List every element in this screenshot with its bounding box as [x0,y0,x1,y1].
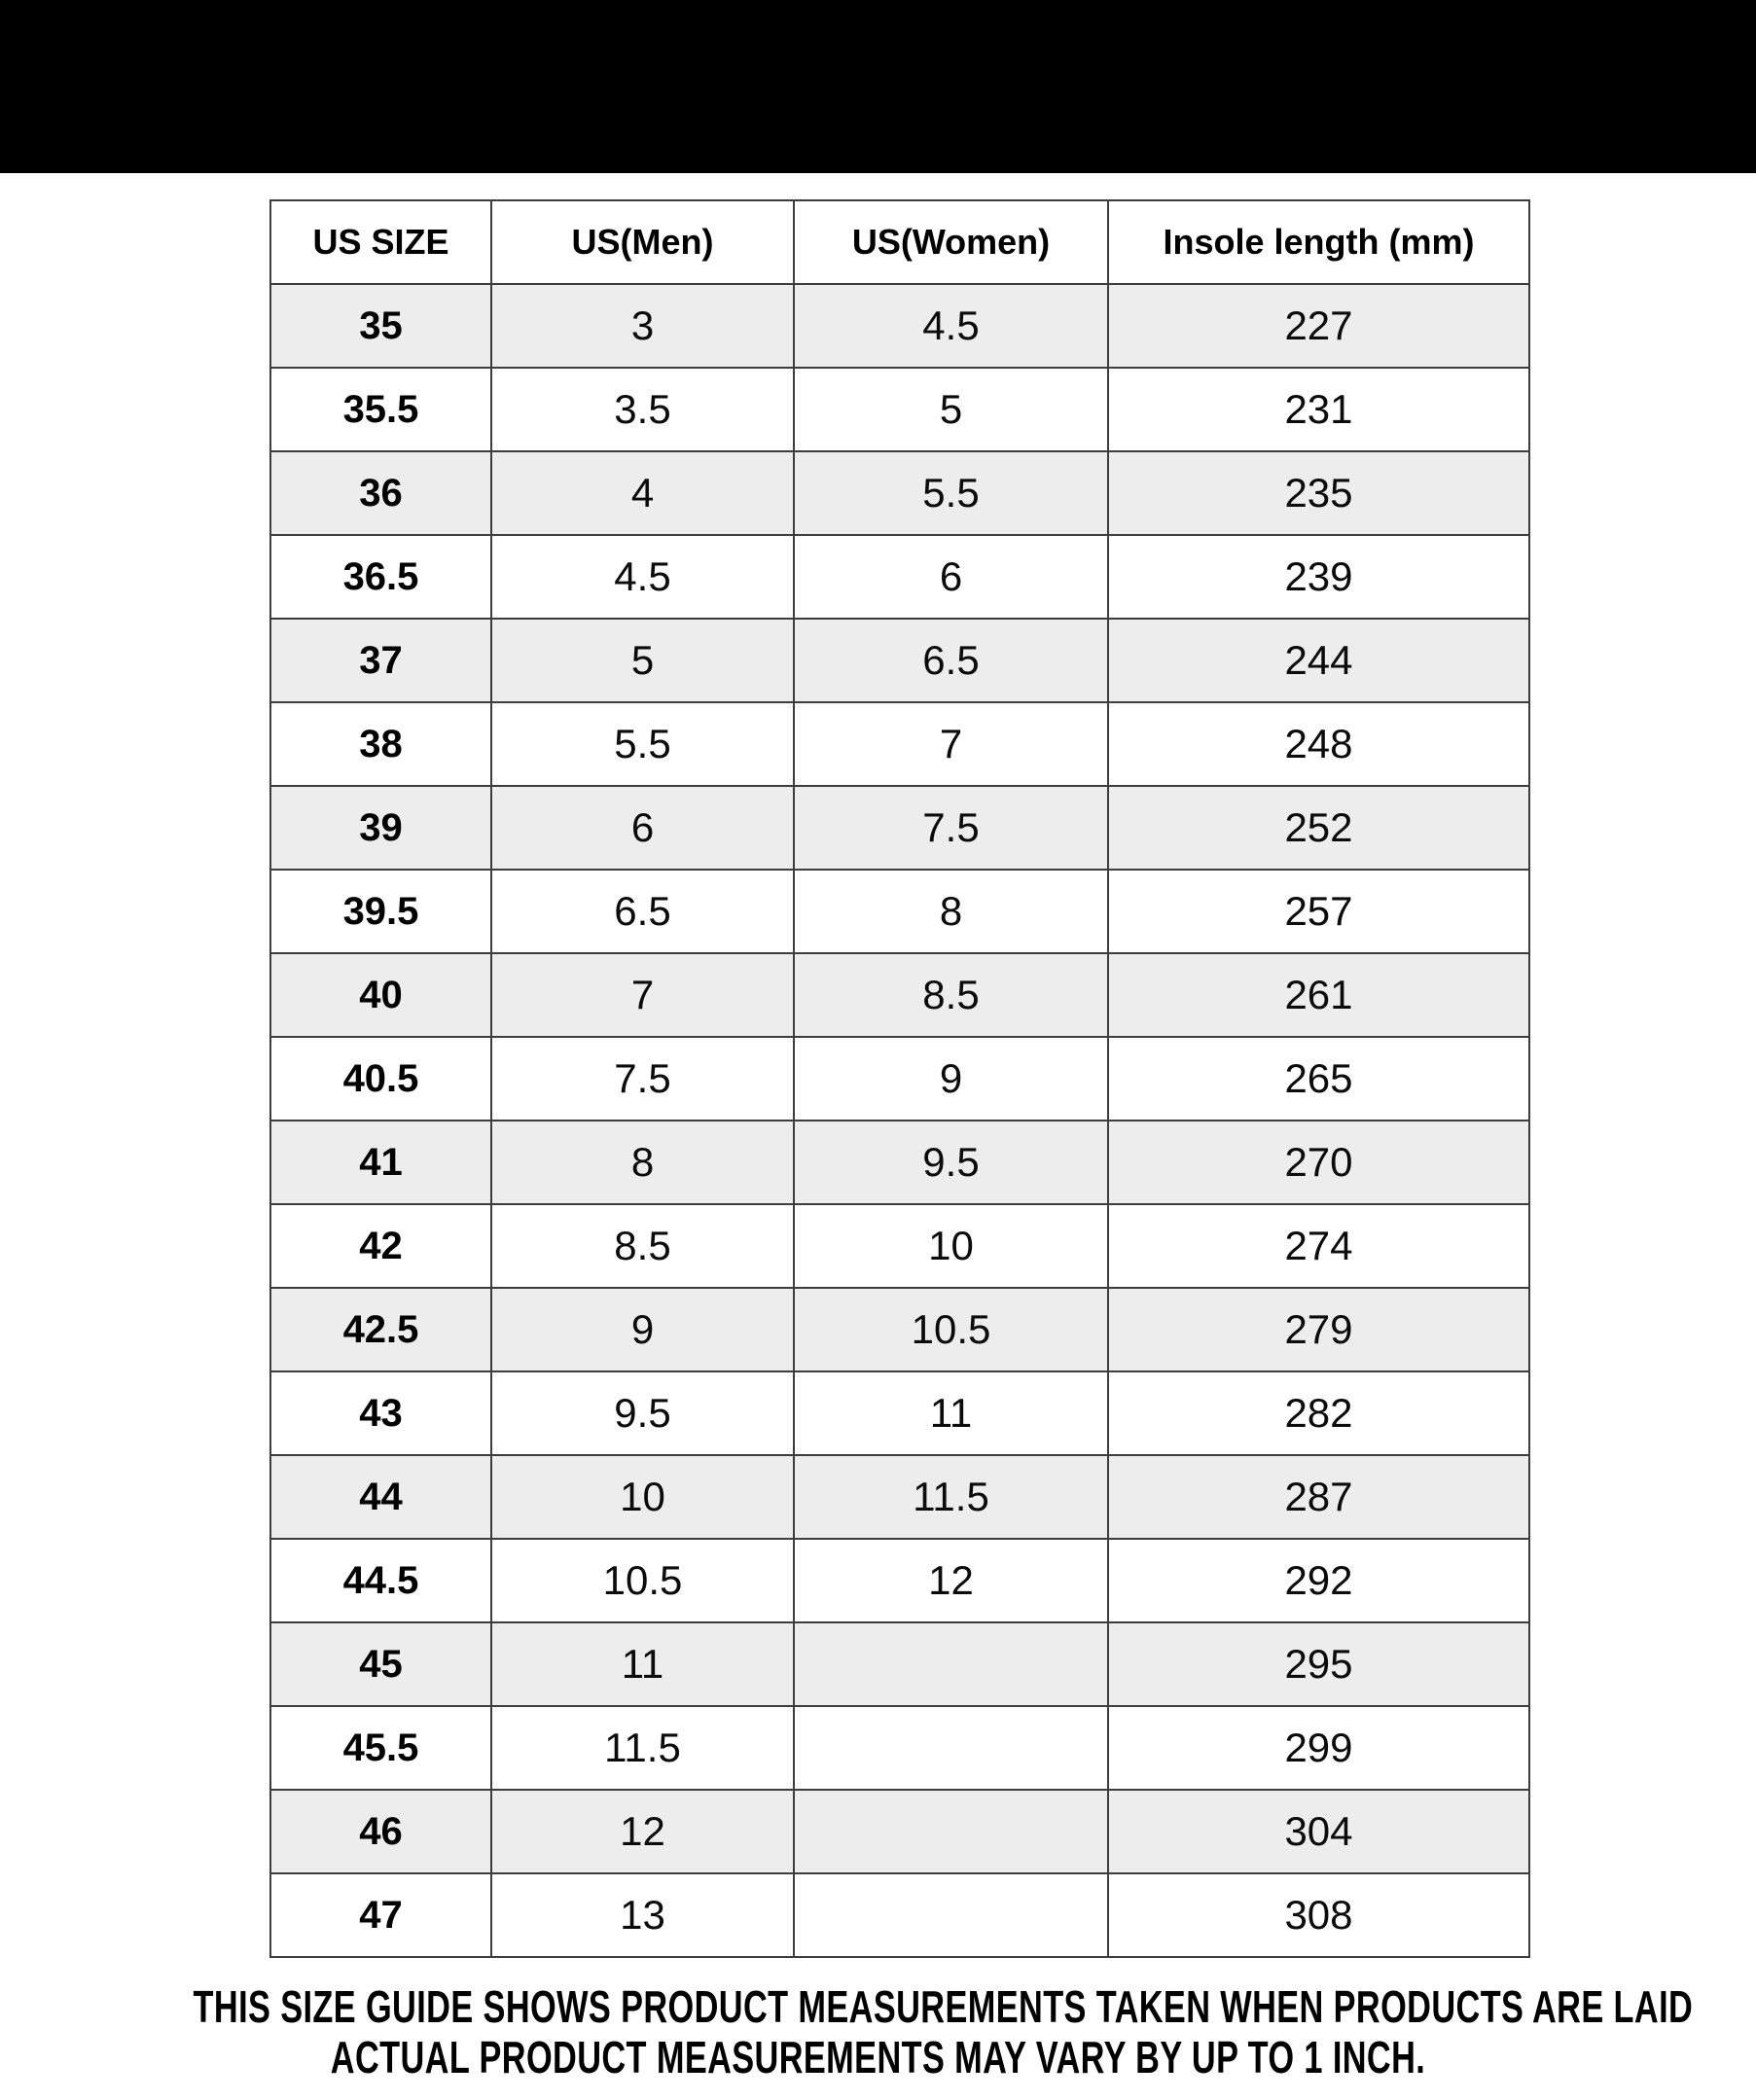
cell-us-men: 5 [491,619,794,702]
cell-us-size: 42 [270,1204,491,1288]
cell-insole-length: 308 [1108,1873,1529,1957]
cell-us-size: 37 [270,619,491,702]
cell-insole-length: 287 [1108,1455,1529,1539]
cell-us-men: 3.5 [491,368,794,451]
table-row [270,1288,1529,1371]
table-row [270,535,1529,619]
cell-insole-length: 252 [1108,786,1529,870]
cell-us-women: 10 [794,1204,1108,1288]
header-us-women: US(Women) [794,200,1108,284]
header-insole-length: Insole length (mm) [1108,200,1529,284]
cell-insole-length: 248 [1108,702,1529,786]
cell-insole-length: 274 [1108,1204,1529,1288]
cell-us-size: 35 [270,284,491,368]
cell-us-size: 45.5 [270,1706,491,1790]
table-row [270,368,1529,451]
cell-us-men: 4.5 [491,535,794,619]
table-row [270,870,1529,953]
cell-us-women: 11 [794,1371,1108,1455]
cell-us-men: 9 [491,1288,794,1371]
footer-disclaimer [0,1982,1756,2083]
cell-us-men: 3 [491,284,794,368]
cell-us-size: 36 [270,451,491,535]
table-row [270,1706,1529,1790]
footer-line-2: ACTUAL PRODUCT MEASUREMENTS MAY VARY BY UP TO 1 INCH. [330,2032,1426,2083]
cell-us-women: 5.5 [794,451,1108,535]
cell-us-size: 46 [270,1790,491,1873]
cell-us-size: 45 [270,1622,491,1706]
top-banner [0,0,1756,173]
cell-us-women: 9.5 [794,1121,1108,1204]
cell-insole-length: 304 [1108,1790,1529,1873]
header-row [270,200,1529,284]
cell-us-men: 6.5 [491,870,794,953]
cell-us-men: 12 [491,1790,794,1873]
cell-us-women: 11.5 [794,1455,1108,1539]
cell-us-size: 41 [270,1121,491,1204]
cell-us-women: 12 [794,1539,1108,1622]
cell-us-women [794,1873,1108,1957]
table-row [270,1204,1529,1288]
cell-us-men: 5.5 [491,702,794,786]
cell-insole-length: 279 [1108,1288,1529,1371]
cell-insole-length: 244 [1108,619,1529,702]
table-row [270,1873,1529,1957]
cell-us-women: 7.5 [794,786,1108,870]
size-guide-table [269,199,1530,1958]
cell-insole-length: 292 [1108,1539,1529,1622]
cell-us-size: 35.5 [270,368,491,451]
cell-us-size: 44 [270,1455,491,1539]
table-row [270,1455,1529,1539]
cell-us-women: 8 [794,870,1108,953]
cell-insole-length: 231 [1108,368,1529,451]
table-row [270,786,1529,870]
table-row [270,1121,1529,1204]
table-row [270,1790,1529,1873]
cell-insole-length: 299 [1108,1706,1529,1790]
table-row [270,619,1529,702]
table-row [270,284,1529,368]
table-row [270,1539,1529,1622]
cell-us-size: 44.5 [270,1539,491,1622]
cell-us-size: 36.5 [270,535,491,619]
cell-us-size: 39.5 [270,870,491,953]
cell-us-women: 10.5 [794,1288,1108,1371]
cell-us-size: 40 [270,953,491,1037]
cell-us-size: 38 [270,702,491,786]
cell-us-men: 7.5 [491,1037,794,1121]
cell-us-women: 8.5 [794,953,1108,1037]
header-us-size: US SIZE [270,200,491,284]
cell-insole-length: 270 [1108,1121,1529,1204]
cell-us-men: 10.5 [491,1539,794,1622]
cell-us-women: 6.5 [794,619,1108,702]
table-row [270,1037,1529,1121]
cell-us-men: 13 [491,1873,794,1957]
cell-insole-length: 282 [1108,1371,1529,1455]
cell-us-men: 11.5 [491,1706,794,1790]
table-row [270,451,1529,535]
cell-us-women: 4.5 [794,284,1108,368]
cell-us-women: 7 [794,702,1108,786]
cell-us-size: 47 [270,1873,491,1957]
cell-insole-length: 227 [1108,284,1529,368]
cell-us-women: 9 [794,1037,1108,1121]
cell-us-men: 8 [491,1121,794,1204]
table-row [270,702,1529,786]
footer-line-1: THIS SIZE GUIDE SHOWS PRODUCT MEASUREMENTS TAKEN WHEN PRODUCTS ARE LAID [193,1981,1694,2033]
cell-insole-length: 239 [1108,535,1529,619]
cell-us-men: 4 [491,451,794,535]
cell-us-men: 7 [491,953,794,1037]
cell-us-men: 6 [491,786,794,870]
cell-insole-length: 261 [1108,953,1529,1037]
header-us-men: US(Men) [491,200,794,284]
cell-us-men: 8.5 [491,1204,794,1288]
table-row [270,1371,1529,1455]
cell-insole-length: 265 [1108,1037,1529,1121]
table-row [270,953,1529,1037]
cell-us-men: 9.5 [491,1371,794,1455]
cell-insole-length: 235 [1108,451,1529,535]
cell-us-women [794,1790,1108,1873]
cell-us-size: 42.5 [270,1288,491,1371]
table-row [270,1622,1529,1706]
cell-us-women [794,1622,1108,1706]
cell-us-men: 11 [491,1622,794,1706]
cell-us-women [794,1706,1108,1790]
cell-insole-length: 295 [1108,1622,1529,1706]
cell-us-size: 43 [270,1371,491,1455]
cell-us-size: 39 [270,786,491,870]
cell-us-size: 40.5 [270,1037,491,1121]
cell-us-women: 5 [794,368,1108,451]
cell-us-women: 6 [794,535,1108,619]
cell-insole-length: 257 [1108,870,1529,953]
cell-us-men: 10 [491,1455,794,1539]
